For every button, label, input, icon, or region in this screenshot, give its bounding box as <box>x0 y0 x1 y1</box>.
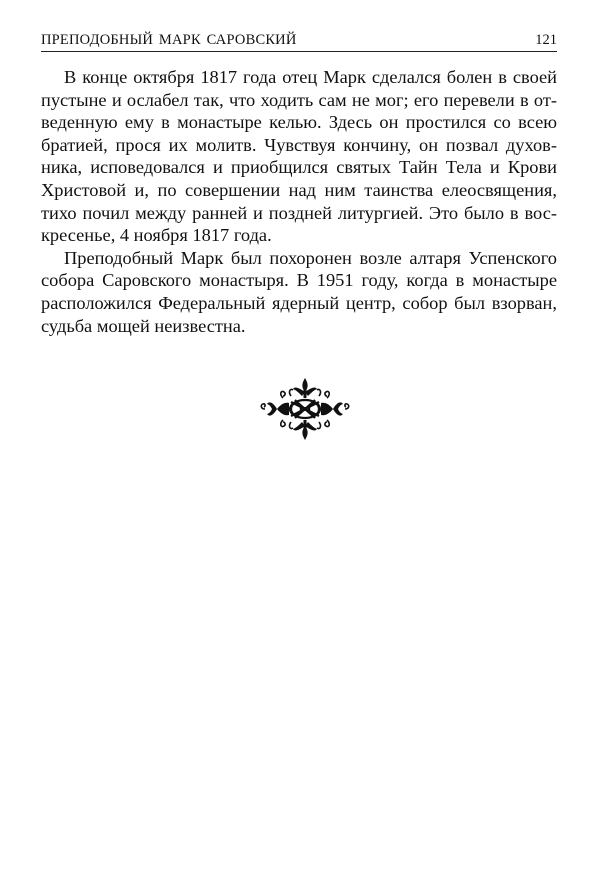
paragraph-1 <box>41 66 557 247</box>
text-line: судьба мощей неизвестна. <box>41 315 246 336</box>
text-line: расположился Федеральный ядерный центр, собор был взорван, <box>41 292 557 313</box>
page-number: 121 <box>535 32 557 48</box>
text-line: В конце октября 1817 года отец Марк сделался болен в своей <box>64 67 557 87</box>
book-page <box>41 0 557 892</box>
text-line: веденную ему в монастыре келью. Здесь он простился со всею <box>41 112 557 133</box>
text-line: ника, исповедовался и приобщился святых Тайн Тела и Крови <box>41 157 557 178</box>
running-title: ПРЕПОДОБНЫЙ МАРК САРОВСКИЙ <box>41 32 297 48</box>
text-line: братией, прося их молитв. Чувствуя кончину, он позвал духов- <box>41 134 557 155</box>
text-line: Преподобный Марк был похоронен возле алтаря Успенского <box>64 247 557 268</box>
text-line: тихо почил между ранней и поздней литургией. Это было в вос- <box>41 202 557 223</box>
body-text <box>41 66 557 337</box>
text-line: собора Саровского монастыря. В 1951 году, когда в монастыре <box>41 270 557 291</box>
paragraph-2 <box>41 247 557 337</box>
text-line: пустыне и ослабел так, что ходить сам не мог; его перевели в от- <box>41 89 557 110</box>
floral-knot-ornament-icon <box>255 374 355 444</box>
running-header <box>41 31 557 52</box>
text-line: кресенье, 4 ноября 1817 года. <box>41 225 272 246</box>
text-line: Христовой и, по совершении над ним таинства елеосвящения, <box>41 179 557 200</box>
